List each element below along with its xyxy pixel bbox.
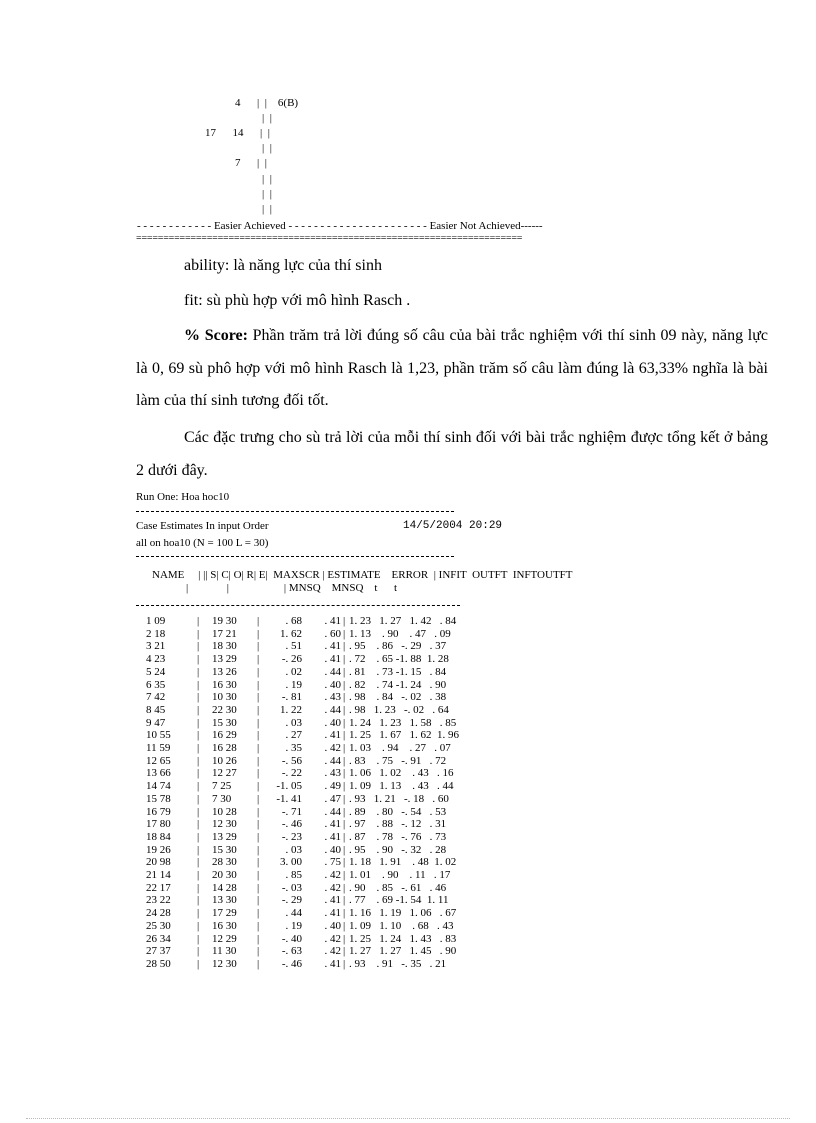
- row-error: . 41: [324, 653, 341, 666]
- row-separator: |: [257, 691, 260, 704]
- row-error: . 44: [324, 754, 341, 767]
- row-name: 9 47: [146, 716, 166, 729]
- row-separator: |: [257, 742, 260, 754]
- row-separator: |: [257, 907, 260, 920]
- row-error: . 60: [324, 627, 341, 640]
- row-separator: |: [257, 957, 260, 970]
- row-estimate: -1. 41: [276, 792, 302, 805]
- row-separator: |: [257, 627, 260, 640]
- row-estimate: . 19: [285, 919, 302, 932]
- row-fit-stats: . 98 1. 23 -. 02 . 64: [349, 703, 449, 716]
- row-score: 16 30: [212, 678, 237, 691]
- row-separator: |: [257, 856, 260, 869]
- row-separator: |: [197, 792, 200, 805]
- row-name: 21 14: [146, 869, 171, 881]
- row-score: 17 29: [212, 907, 237, 920]
- row-score: 16 30: [212, 919, 237, 932]
- row-name: 25 30: [146, 919, 171, 932]
- row-separator: |: [197, 919, 200, 932]
- row-score: 13 29: [212, 653, 237, 666]
- row-separator: |: [343, 615, 346, 627]
- row-estimate: -. 23: [281, 830, 302, 843]
- row-estimate: . 35: [285, 742, 302, 754]
- map-line-3: 17 14 | |: [205, 127, 270, 139]
- row-fit-stats: . 95 . 86 -. 29 . 37: [349, 640, 447, 653]
- row-separator: |: [343, 780, 346, 793]
- row-estimate: . 03: [285, 843, 302, 856]
- row-score: 19 30: [212, 615, 237, 627]
- row-name: 15 78: [146, 792, 171, 805]
- row-estimate: . 85: [285, 869, 302, 881]
- row-separator: |: [197, 729, 200, 742]
- row-error: . 44: [324, 665, 341, 678]
- row-separator: |: [257, 869, 260, 881]
- row-error: . 41: [324, 640, 341, 653]
- row-separator: |: [343, 627, 346, 640]
- table-row: [136, 717, 496, 730]
- row-separator: |: [197, 843, 200, 856]
- row-separator: |: [197, 767, 200, 780]
- row-estimate: -. 22: [281, 767, 302, 780]
- row-separator: |: [343, 716, 346, 729]
- table-row: [136, 920, 496, 933]
- row-error: . 42: [324, 881, 341, 894]
- row-separator: |: [197, 881, 200, 894]
- row-separator: |: [343, 729, 346, 742]
- row-estimate: -1. 05: [276, 780, 302, 793]
- table-row: [136, 844, 496, 857]
- row-fit-stats: 1. 16 1. 19 1. 06 . 67: [349, 907, 457, 920]
- row-fit-stats: . 89 . 80 -. 54 . 53: [349, 805, 447, 818]
- row-name: 20 98: [146, 856, 171, 869]
- row-error: . 41: [324, 830, 341, 843]
- row-separator: |: [257, 780, 260, 793]
- row-separator: |: [343, 703, 346, 716]
- row-error: . 75: [324, 856, 341, 869]
- row-fit-stats: 1. 06 1. 02 . 43 . 16: [349, 767, 454, 780]
- row-name: 2 18: [146, 627, 166, 640]
- row-estimate: -. 03: [281, 881, 302, 894]
- row-fit-stats: 1. 03 . 94 . 27 . 07: [349, 742, 451, 754]
- row-estimate: 1. 22: [280, 703, 302, 716]
- table-row: [136, 653, 496, 666]
- row-separator: |: [257, 792, 260, 805]
- row-error: . 41: [324, 615, 341, 627]
- row-score: 11 30: [212, 945, 237, 958]
- row-error: . 40: [324, 678, 341, 691]
- row-separator: |: [257, 818, 260, 831]
- row-fit-stats: 1. 27 1. 27 1. 45 . 90: [349, 945, 457, 958]
- row-score: 7 30: [212, 792, 232, 805]
- row-name: 1 09: [146, 615, 166, 627]
- table-row: [136, 894, 496, 907]
- row-separator: |: [343, 881, 346, 894]
- row-score: 12 27: [212, 767, 237, 780]
- row-separator: |: [257, 754, 260, 767]
- row-separator: |: [257, 894, 260, 907]
- output-title: Case Estimates In input Order: [136, 520, 269, 532]
- row-estimate: . 27: [285, 729, 302, 742]
- row-name: 18 84: [146, 830, 171, 843]
- row-estimate: 1. 62: [280, 627, 302, 640]
- row-separator: |: [257, 703, 260, 716]
- score-label: % Score:: [184, 327, 248, 344]
- row-fit-stats: 1. 01 . 90 . 11 . 17: [349, 869, 451, 881]
- row-error: . 44: [324, 805, 341, 818]
- row-name: 19 26: [146, 843, 171, 856]
- table-row: [136, 818, 496, 831]
- row-separator: |: [197, 818, 200, 831]
- row-fit-stats: 1. 25 1. 67 1. 62 1. 96: [349, 729, 459, 742]
- map-line-6: | |: [262, 173, 272, 185]
- row-separator: |: [257, 919, 260, 932]
- row-score: 13 30: [212, 894, 237, 907]
- row-error: . 43: [324, 767, 341, 780]
- row-name: 6 35: [146, 678, 166, 691]
- row-score: 15 30: [212, 716, 237, 729]
- row-separator: |: [197, 615, 200, 627]
- row-separator: |: [197, 640, 200, 653]
- table-row: [136, 831, 496, 844]
- row-fit-stats: 1. 13 . 90 . 47 . 09: [349, 627, 451, 640]
- row-name: 17 80: [146, 818, 171, 831]
- definition-ability: ability: là năng lực của thí sinh: [184, 257, 382, 274]
- row-estimate: -. 29: [281, 894, 302, 907]
- row-separator: |: [197, 805, 200, 818]
- table-row: [136, 666, 496, 679]
- row-separator: |: [257, 640, 260, 653]
- row-fit-stats: 1. 09 1. 10 . 68 . 43: [349, 919, 454, 932]
- row-separator: |: [343, 957, 346, 970]
- page-bottom-rule: [26, 1118, 790, 1119]
- row-name: 28 50: [146, 957, 171, 970]
- table-header-1: NAME | || S| C| O| R| E| MAXSCR | ESTIMATE ERROR | INFIT OUTFT INFTOUTFT: [152, 569, 573, 581]
- row-separator: |: [343, 805, 346, 818]
- row-separator: |: [343, 691, 346, 704]
- row-error: . 47: [324, 792, 341, 805]
- row-fit-stats: . 81 . 73 -1. 15 . 84: [349, 665, 447, 678]
- table-row: [136, 640, 496, 653]
- row-separator: |: [197, 957, 200, 970]
- row-score: 12 29: [212, 932, 237, 945]
- row-name: 10 55: [146, 729, 171, 742]
- row-score: 16 29: [212, 729, 237, 742]
- row-fit-stats: . 98 . 84 -. 02 . 38: [349, 691, 447, 704]
- row-score: 12 30: [212, 818, 237, 831]
- row-estimate: . 68: [285, 615, 302, 627]
- table-row: [136, 806, 496, 819]
- row-fit-stats: . 95 . 90 -. 32 . 28: [349, 843, 447, 856]
- row-fit-stats: 1. 09 1. 13 . 43 . 44: [349, 780, 454, 793]
- row-name: 12 65: [146, 754, 171, 767]
- row-separator: |: [257, 729, 260, 742]
- divider-1: [136, 511, 454, 512]
- row-separator: |: [343, 665, 346, 678]
- table-row: [136, 882, 496, 895]
- row-score: 10 28: [212, 805, 237, 818]
- row-estimate: -. 56: [281, 754, 302, 767]
- row-score: 28 30: [212, 856, 237, 869]
- row-fit-stats: . 87 . 78 -. 76 . 73: [349, 830, 447, 843]
- row-error: . 42: [324, 932, 341, 945]
- row-separator: |: [197, 754, 200, 767]
- row-name: 26 34: [146, 932, 171, 945]
- table-row: [136, 958, 496, 971]
- row-separator: |: [343, 754, 346, 767]
- row-separator: |: [257, 805, 260, 818]
- row-name: 16 79: [146, 805, 171, 818]
- row-separator: |: [197, 691, 200, 704]
- table-row: [136, 856, 496, 869]
- row-fit-stats: . 77 . 69 -1. 54 1. 11: [349, 894, 449, 907]
- row-error: . 43: [324, 691, 341, 704]
- table-row: [136, 869, 496, 882]
- row-score: 10 30: [212, 691, 237, 704]
- row-name: 7 42: [146, 691, 166, 704]
- row-error: . 44: [324, 703, 341, 716]
- row-name: 13 66: [146, 767, 171, 780]
- row-separator: |: [197, 869, 200, 881]
- row-separator: |: [343, 767, 346, 780]
- row-separator: |: [197, 856, 200, 869]
- row-score: 10 26: [212, 754, 237, 767]
- row-score: 17 21: [212, 627, 237, 640]
- table-row: [136, 704, 496, 717]
- row-separator: |: [343, 830, 346, 843]
- row-estimate: -. 63: [281, 945, 302, 958]
- row-score: 20 30: [212, 869, 237, 881]
- row-separator: |: [197, 653, 200, 666]
- row-estimate: -. 71: [281, 805, 302, 818]
- row-score: 12 30: [212, 957, 237, 970]
- map-line-5: 7 | |: [235, 157, 267, 169]
- row-error: . 42: [324, 945, 341, 958]
- table-row: [136, 793, 496, 806]
- row-name: 5 24: [146, 665, 166, 678]
- row-separator: |: [197, 932, 200, 945]
- row-separator: |: [257, 678, 260, 691]
- row-error: . 42: [324, 869, 341, 881]
- row-error: . 49: [324, 780, 341, 793]
- row-separator: |: [197, 894, 200, 907]
- map-double-rule: =======================================================================: [136, 233, 523, 244]
- row-estimate: . 51: [285, 640, 302, 653]
- row-separator: |: [197, 907, 200, 920]
- table-row: [136, 945, 496, 958]
- row-separator: |: [343, 653, 346, 666]
- row-separator: |: [343, 843, 346, 856]
- row-separator: |: [343, 678, 346, 691]
- row-separator: |: [197, 716, 200, 729]
- table-row: [136, 933, 496, 946]
- row-name: 8 45: [146, 703, 166, 716]
- row-estimate: -. 26: [281, 653, 302, 666]
- table-row: [136, 780, 496, 793]
- table-row: [136, 628, 496, 641]
- table-row: [136, 691, 496, 704]
- table-header-2: | | | MNSQ MNSQ t t: [186, 582, 398, 594]
- row-separator: |: [197, 945, 200, 958]
- row-fit-stats: 1. 24 1. 23 1. 58 . 85: [349, 716, 457, 729]
- map-line-2: | |: [262, 112, 272, 124]
- row-fit-stats: . 82 . 74 -1. 24 . 90: [349, 678, 447, 691]
- row-error: . 42: [324, 742, 341, 754]
- row-estimate: . 02: [285, 665, 302, 678]
- row-score: 13 26: [212, 665, 237, 678]
- row-name: 11 59: [146, 742, 171, 754]
- row-name: 22 17: [146, 881, 171, 894]
- row-fit-stats: 1. 25 1. 24 1. 43 . 83: [349, 932, 457, 945]
- row-separator: |: [197, 678, 200, 691]
- row-fit-stats: . 90 . 85 -. 61 . 46: [349, 881, 447, 894]
- row-estimate: 3. 00: [280, 856, 302, 869]
- table-row: [136, 742, 496, 755]
- row-separator: |: [197, 830, 200, 843]
- row-estimate: . 44: [285, 907, 302, 920]
- row-separator: |: [197, 627, 200, 640]
- row-separator: |: [343, 919, 346, 932]
- row-fit-stats: . 83 . 75 -. 91 . 72: [349, 754, 447, 767]
- row-score: 18 30: [212, 640, 237, 653]
- divider-2: [136, 556, 454, 557]
- row-separator: |: [257, 615, 260, 627]
- row-score: 15 30: [212, 843, 237, 856]
- row-separator: |: [343, 932, 346, 945]
- table-row: [136, 767, 496, 780]
- table-row: [136, 907, 496, 920]
- row-score: 22 30: [212, 703, 237, 716]
- row-fit-stats: 1. 23 1. 27 1. 42 . 84: [349, 615, 457, 627]
- score-paragraph: [136, 320, 768, 418]
- row-name: 4 23: [146, 653, 166, 666]
- run-title: Run One: Hoa hoc10: [136, 491, 230, 503]
- row-separator: |: [197, 780, 200, 793]
- row-name: 3 21: [146, 640, 166, 653]
- map-line-4: | |: [262, 142, 272, 154]
- row-separator: |: [343, 792, 346, 805]
- row-name: 14 74: [146, 780, 171, 793]
- row-fit-stats: . 93 1. 21 -. 18 . 60: [349, 792, 449, 805]
- row-score: 16 28: [212, 742, 237, 754]
- row-separator: |: [257, 830, 260, 843]
- row-estimate: . 03: [285, 716, 302, 729]
- map-line-1: 4 | | 6(B): [235, 97, 299, 109]
- score-text: Phần trăm trả lời đúng số câu của bài trắc nghiệm với thí sinh 09 này, năng lực là 0, 69 sù phô hợp với mô hình Rasch là 1,23, phần trăm số câu làm đúng là 63,33% nghĩa là bài làm của thí sinh tương đối tốt.: [136, 327, 768, 409]
- row-fit-stats: . 97 . 88 -. 12 . 31: [349, 818, 447, 831]
- row-separator: |: [343, 945, 346, 958]
- row-name: 24 28: [146, 907, 171, 920]
- row-score: 13 29: [212, 830, 237, 843]
- row-separator: |: [343, 640, 346, 653]
- output-datetime: 14/5/2004 20:29: [403, 520, 503, 532]
- row-fit-stats: . 72 . 65 -1. 88 1. 28: [349, 653, 449, 666]
- row-separator: |: [343, 869, 346, 881]
- map-line-7: | |: [262, 188, 272, 200]
- row-error: . 40: [324, 716, 341, 729]
- table-row: [136, 679, 496, 692]
- row-score: 14 28: [212, 881, 237, 894]
- row-separator: |: [257, 653, 260, 666]
- row-separator: |: [257, 945, 260, 958]
- map-line-8: | |: [262, 203, 272, 215]
- row-error: . 40: [324, 843, 341, 856]
- row-score: 7 25: [212, 780, 232, 793]
- row-separator: |: [197, 703, 200, 716]
- row-separator: |: [343, 894, 346, 907]
- row-error: . 41: [324, 818, 341, 831]
- row-estimate: -. 46: [281, 818, 302, 831]
- row-estimate: -. 81: [281, 691, 302, 704]
- row-fit-stats: 1. 18 1. 91 . 48 1. 02: [349, 856, 457, 869]
- row-error: . 40: [324, 919, 341, 932]
- row-separator: |: [257, 932, 260, 945]
- row-separator: |: [257, 716, 260, 729]
- row-error: . 41: [324, 957, 341, 970]
- row-separator: |: [343, 856, 346, 869]
- row-separator: |: [197, 742, 200, 754]
- row-fit-stats: . 93 . 91 -. 35 . 21: [349, 957, 447, 970]
- row-separator: |: [257, 881, 260, 894]
- divider-3: [136, 605, 460, 606]
- row-separator: |: [343, 742, 346, 754]
- row-error: . 41: [324, 729, 341, 742]
- output-subtitle: all on hoa10 (N = 100 L = 30): [136, 537, 269, 549]
- summary-paragraph: Các đặc trưng cho sù trả lời của mỗi thí sinh đối với bài trắc nghiệm được tổng kết ở bảng 2 dưới đây.: [136, 429, 768, 479]
- row-separator: |: [343, 907, 346, 920]
- row-separator: |: [343, 818, 346, 831]
- row-error: . 41: [324, 894, 341, 907]
- map-divider: - - - - - - - - - - - - Easier Achieved - - - - - - - - - - - - - - - - - - - - - - Easier Not Achieved------: [137, 220, 543, 232]
- row-name: 23 22: [146, 894, 171, 907]
- row-estimate: -. 40: [281, 932, 302, 945]
- table-row: [136, 615, 496, 628]
- row-separator: |: [257, 665, 260, 678]
- row-error: . 41: [324, 907, 341, 920]
- definition-fit: fit: sù phù hợp với mô hình Rasch .: [184, 292, 411, 309]
- row-name: 27 37: [146, 945, 171, 958]
- row-estimate: . 19: [285, 678, 302, 691]
- row-separator: |: [257, 843, 260, 856]
- row-estimate: -. 46: [281, 957, 302, 970]
- row-separator: |: [257, 767, 260, 780]
- table-row: [136, 729, 496, 742]
- row-separator: |: [197, 665, 200, 678]
- table-row: [136, 755, 496, 768]
